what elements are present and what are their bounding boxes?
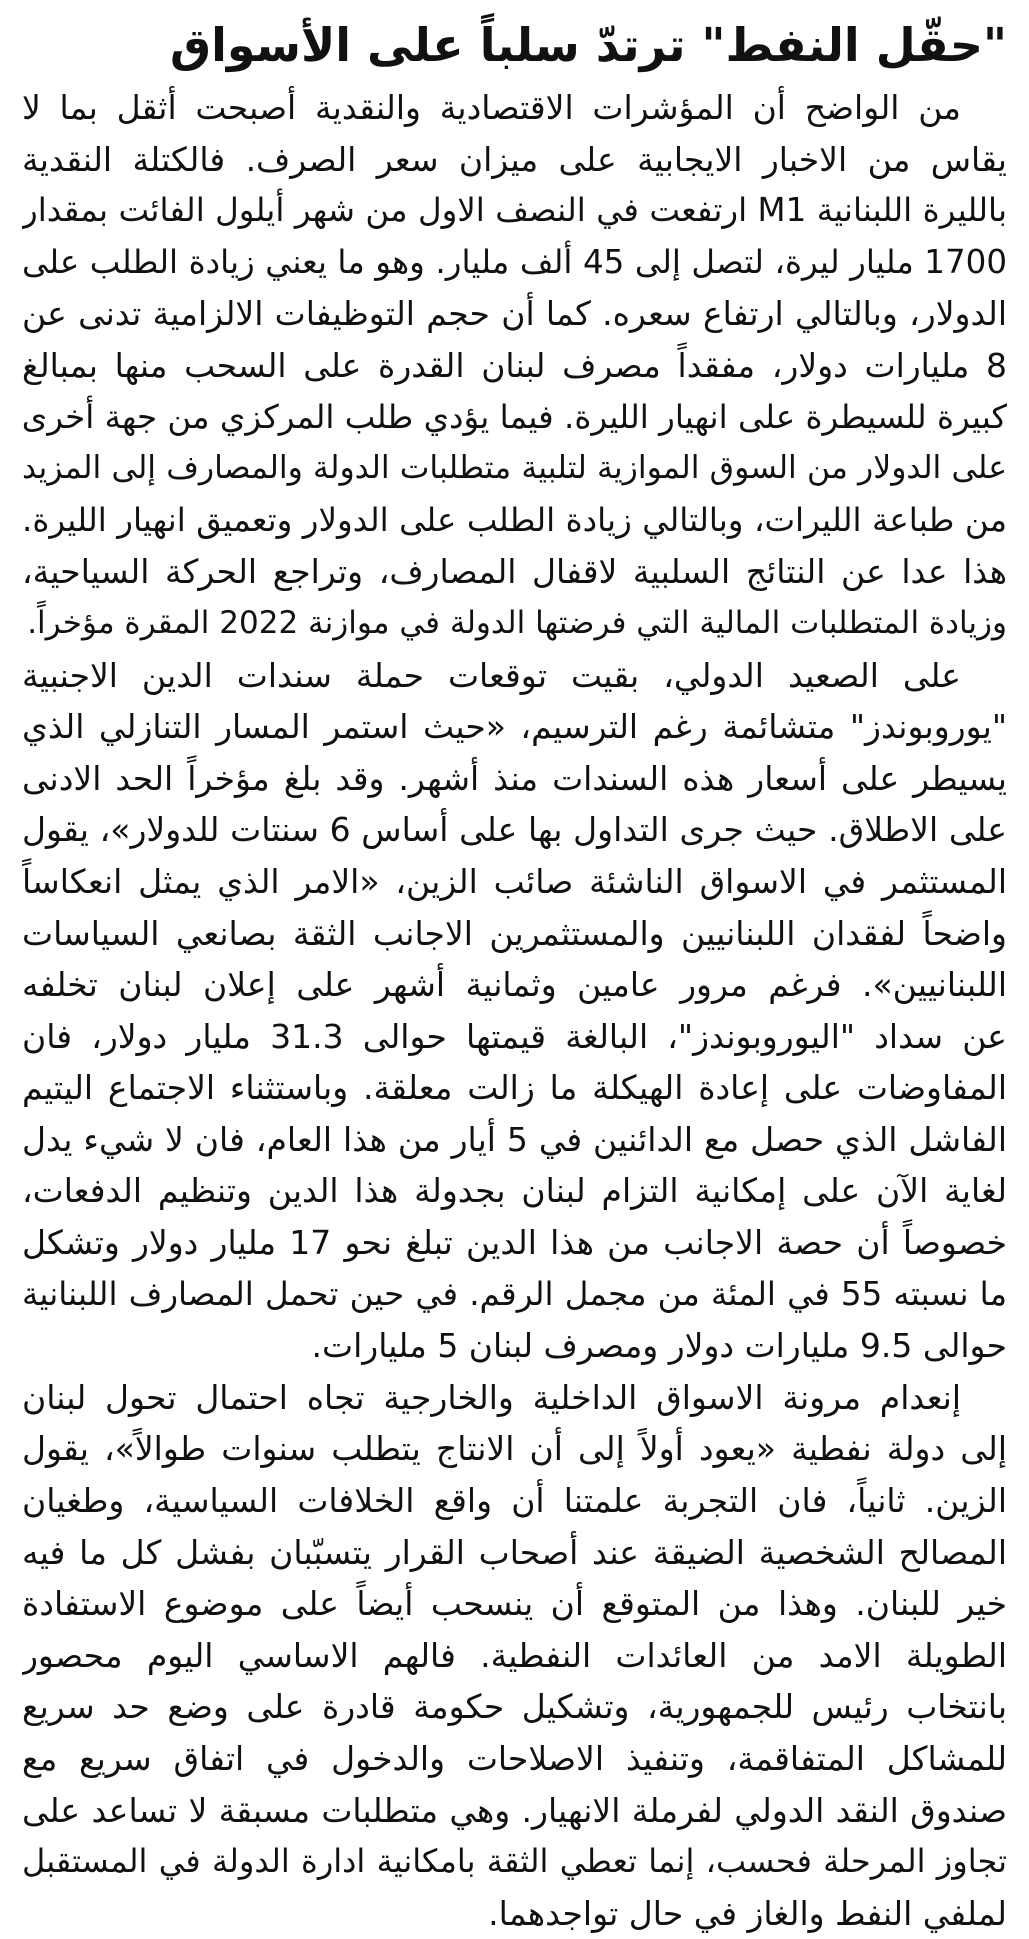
text-line: المستثمر في الاسواق الناشئة صائب الزين، «الامر الذي يمثل انعكاساً [22,861,1007,901]
text-line: الدولار، وبالتالي ارتفاع سعره. كما أن حجم التوظيفات الالزامية تدنى عن [22,294,1007,334]
text-line: يقاس من الاخبار الايجابية على ميزان سعر الصرف. فالكتلة النقدية [22,139,1007,179]
text-line: "يوروبوندز" متشائمة رغم الترسيم، «حيث استمر المسار التنازلي الذي [22,707,1007,747]
text-line: خصوصاً أن حصة الاجانب من هذا الدين تبلغ نحو 17 مليار دولار وتشكل [22,1223,1007,1263]
text-line: بالليرة اللبنانية M1 ارتفعت في النصف الاول من شهر أيلول الفائت بمقدار [22,191,1007,230]
text-line: 8 مليارات دولار، مفقداً مصرف لبنان القدرة على السحب منها بمبالغ [22,345,1007,385]
text-line: كبيرة للسيطرة على انهيار الليرة. فيما يؤدي طلب المركزي من جهة أخرى [22,397,1007,436]
text-line: ما نسبته 55 في المئة من مجمل الرقم. في حين تحمل المصارف اللبنانية [22,1274,1007,1313]
text-line: من طباعة الليرات، وبالتالي زيادة الطلب على الدولار وتعميق انهيار الليرة. [22,500,1007,539]
text-line: لملفي النفط والغاز في حال تواجدهما. [488,1893,1007,1933]
text-line: تجاوز المرحلة فحسب، إنما تعطي الثقة بامكانية ادارة الدولة في المستقبل [22,1842,1007,1881]
text-line: خير للبنان. وهذا من المتوقع أن ينسحب أيضاً على موضوع الاستفادة [22,1584,1007,1624]
text-line: المفاوضات على إعادة الهيكلة ما زالت معلقة. وباستثناء الاجتماع اليتيم [22,1068,1007,1108]
article-body [22,82,1007,1939]
text-line: لغاية الآن على إمكانية التزام لبنان بجدولة هذا الدين وتنظيم الدفعات، [22,1171,1007,1211]
text-line: يسيطر على أسعار هذه السندات منذ أشهر. وقد بلغ مؤخراً الحد الادنى [22,758,1007,798]
text-line: إلى دولة نفطية «يعود أولاً إلى أن الانتاج يتطلب سنوات طوالاً»، يقول [22,1429,1007,1469]
text-line: على الاطلاق. حيث جرى التداول بها على أساس 6 سنتات للدولار»، يقول [22,810,1007,850]
text-line: وزيادة المتطلبات المالية التي فرضتها الدولة في موازنة 2022 المقرة مؤخراً. [27,604,1007,641]
paragraph-first-line: على الصعيد الدولي، بقيت توقعات حملة سندات الدين الاجنبية [22,655,961,695]
text-line: الزين. ثانياً، فان التجربة علمتنا أن واقع الخلافات السياسية، وطغيان [22,1481,1007,1521]
text-line: بانتخاب رئيس للجمهورية، وتشكيل حكومة قادرة على وضع حد سريع [22,1687,1007,1727]
text-line: على الدولار من السوق الموازية لتلبية متطلبات الدولة والمصارف إلى المزيد [22,450,1007,487]
text-line: للمشاكل المتفاقمة، وتنفيذ الاصلاحات والدخول في اتفاق سريع مع [22,1739,1007,1778]
text-line: الطويلة الامد من العائدات النفطية. فالهم الاساسي اليوم محصور [22,1635,1007,1675]
paragraph-first-line: إنعدام مرونة الاسواق الداخلية والخارجية تجاه احتمال تحول لبنان [22,1377,961,1417]
paragraph-first-line: من الواضح أن المؤشرات الاقتصادية والنقدية أصبحت أثقل بما لا [22,88,961,127]
article-headline: "حقّل النفط" ترتدّ سلباً على الأسواق [169,18,1007,72]
text-line: المصالح الشخصية الضيقة عند أصحاب القرار يتسبّبان بفشل كل ما فيه [22,1532,1007,1572]
text-line: حوالى 9.5 مليارات دولار ومصرف لبنان 5 مليارات. [311,1326,1007,1366]
text-line: عن سداد "اليوروبوندز"، البالغة قيمتها حوالى 31.3 مليار دولار، فان [22,1016,1007,1056]
text-line: هذا عدا عن النتائج السلبية لاقفال المصارف، وتراجع الحركة السياحية، [22,552,1007,592]
text-line: الفاشل الذي حصل مع الدائنين في 5 أيار من هذا العام، فان لا شيء يدل [22,1119,1007,1159]
text-line: 1700 مليار ليرة، لتصل إلى 45 ألف مليار. وهو ما يعني زيادة الطلب على [22,242,1007,281]
text-line: صندوق النقد الدولي لفرملة الانهيار. وهي متطلبات مسبقة لا تساعد على [22,1790,1007,1830]
text-line: اللبنانيين». فرغم مرور عامين وثمانية أشهر على إعلان لبنان تخلفه [22,965,1007,1005]
text-line: واضحاً لفقدان اللبنانيين والمستثمرين الاجانب الثقة بصانعي السياسات [22,913,1007,953]
